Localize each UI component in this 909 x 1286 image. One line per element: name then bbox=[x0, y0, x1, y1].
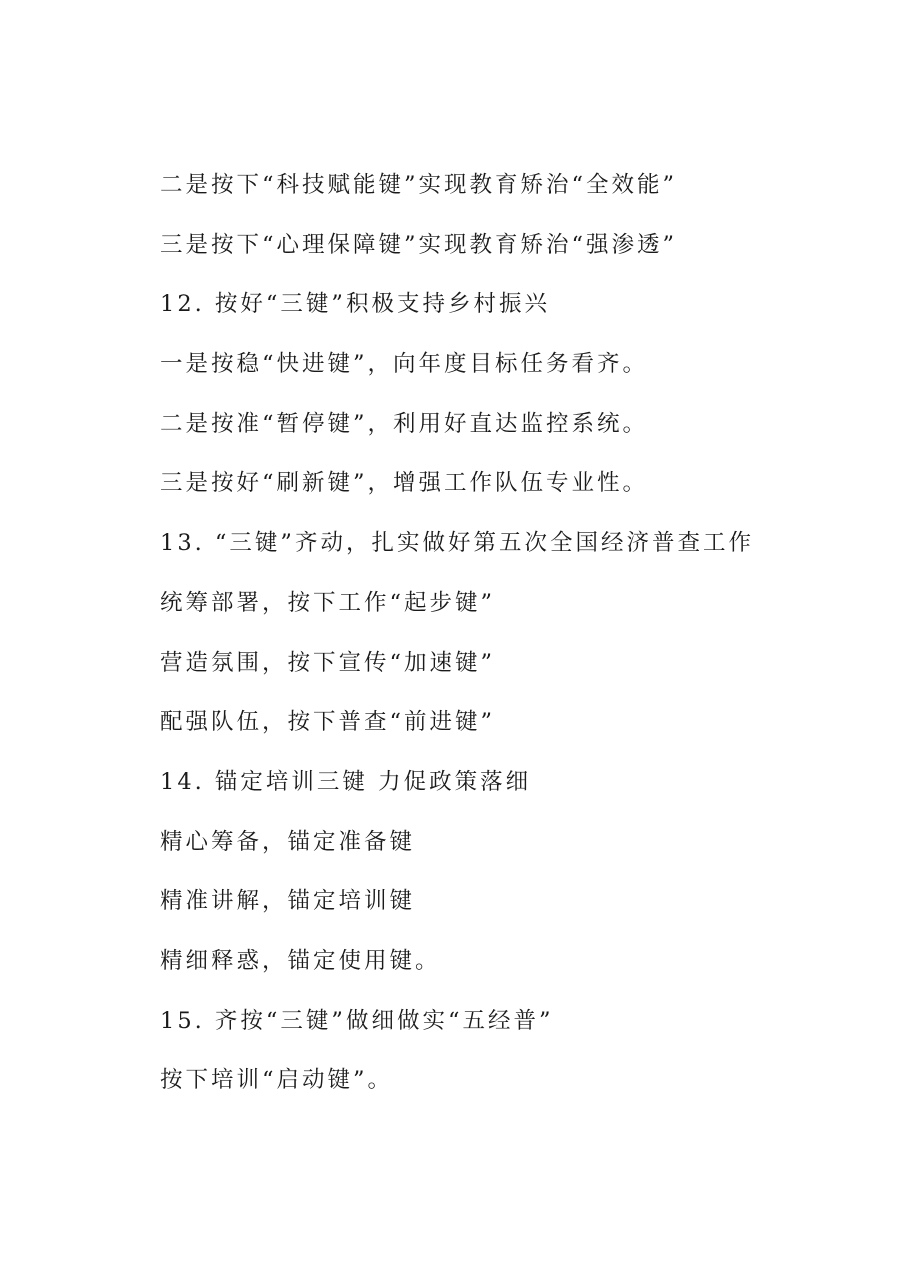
section-heading: 12. 按好“三键”积极支持乡村振兴 bbox=[160, 291, 550, 318]
text-line: 统筹部署，按下工作“起步键” bbox=[160, 589, 496, 616]
section-heading: 15. 齐按“三键”做细做实“五经普” bbox=[160, 1007, 554, 1034]
text-line: 三是按下“心理保障键”实现教育矫治“强渗透” bbox=[160, 231, 678, 258]
text-line: 精准讲解，锚定培训键 bbox=[160, 888, 416, 915]
text-line: 二是按下“科技赋能键”实现教育矫治“全效能” bbox=[160, 172, 678, 198]
text-line: 营造氛围，按下宣传“加速键” bbox=[160, 649, 496, 676]
document-body bbox=[160, 164, 754, 1119]
text-line: 三是按好“刷新键”，增强工作队伍专业性。 bbox=[160, 470, 649, 497]
text-line: 二是按准“暂停键”，利用好直达监控系统。 bbox=[160, 410, 649, 437]
text-line: 配强队伍，按下普查“前进键” bbox=[160, 709, 496, 736]
text-line: 按下培训“启动键”。 bbox=[160, 1067, 394, 1094]
text-line: 精心筹备，锚定准备键 bbox=[160, 828, 416, 855]
section-heading: 13. “三键”齐动，扎实做好第五次全国经济普查工作 bbox=[160, 530, 754, 557]
text-line: 精细释惑，锚定使用键。 bbox=[160, 947, 441, 974]
section-heading: 14. 锚定培训三键 力促政策落细 bbox=[160, 768, 532, 795]
text-line: 一是按稳“快进键”，向年度目标任务看齐。 bbox=[160, 351, 649, 378]
